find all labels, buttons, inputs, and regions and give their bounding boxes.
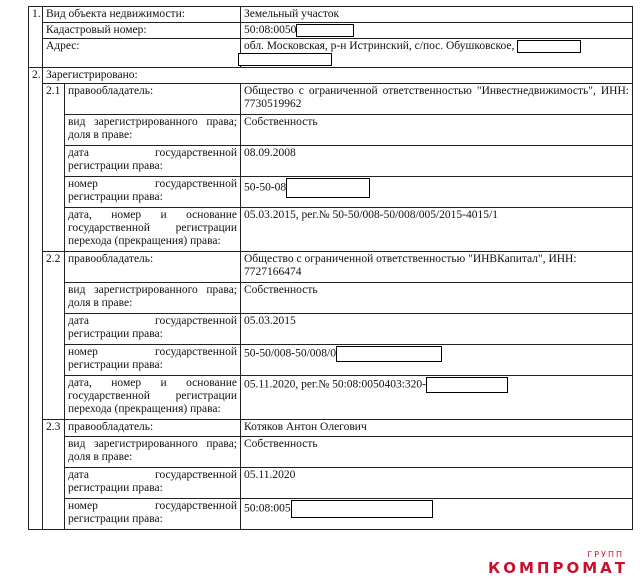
row-holder-2-3 xyxy=(29,420,633,437)
holder-value: Котяков Антон Олегович xyxy=(241,420,633,437)
redaction-box xyxy=(291,500,433,518)
holder-label: правообладатель: xyxy=(65,420,241,437)
holder-2-2-number: 2.2 xyxy=(43,252,65,420)
holder-value: Общество с ограниченной ответственностью "Инвестнедвижимость", ИНН: 7730519962 xyxy=(241,84,633,115)
right-type-value: Собственность xyxy=(241,283,633,314)
cadastral-value-text: 50:08:0050 xyxy=(244,24,297,37)
redaction-box xyxy=(286,178,370,198)
watermark-top: ГРУПП xyxy=(587,550,624,559)
address-label: Адрес: xyxy=(43,39,241,68)
transfer-value: 05.03.2015, рег.№ 50-50/008-50/008/005/2015-4015/1 xyxy=(241,208,633,252)
row-reg-date xyxy=(29,146,633,177)
reg-date-value: 05.03.2015 xyxy=(241,314,633,345)
holder-label: правообладатель: xyxy=(65,252,241,283)
reg-num-label: номер государственной регистрации права: xyxy=(65,177,241,208)
reg-date-value: 08.09.2008 xyxy=(241,146,633,177)
reg-num-value-text: 50:08:005 xyxy=(244,503,291,516)
address-value-text: обл. Московская, р-н Истринский, с/пос. Обушковское, xyxy=(244,40,515,53)
right-type-value: Собственность xyxy=(241,437,633,468)
right-type-value: Собственность xyxy=(241,115,633,146)
row-object-type xyxy=(29,7,633,23)
registered-title: Зарегистрировано: xyxy=(43,68,633,84)
right-type-label: вид зарегистрированного права; доля в праве: xyxy=(65,283,241,314)
redaction-box xyxy=(238,53,332,66)
reg-date-value: 05.11.2020 xyxy=(241,468,633,499)
holder-label: правообладатель: xyxy=(65,84,241,115)
row-cadastral xyxy=(29,23,633,39)
object-type-value: Земельный участок xyxy=(241,7,633,23)
watermark xyxy=(488,550,628,577)
holder-2-1-number: 2.1 xyxy=(43,84,65,252)
section-1-number: 1. xyxy=(29,7,43,68)
redaction-box xyxy=(336,346,442,362)
reg-num-value-text: 50-50/008-50/008/0 xyxy=(244,348,336,361)
reg-num-value xyxy=(241,499,633,530)
reg-num-label: номер государственной регистрации права: xyxy=(65,345,241,376)
cadastral-label: Кадастровый номер: xyxy=(43,23,241,39)
transfer-value xyxy=(241,376,633,420)
row-reg-num xyxy=(29,499,633,530)
reg-num-value-text: 50-50-08 xyxy=(244,182,287,195)
right-type-label: вид зарегистрированного права; доля в праве: xyxy=(65,437,241,468)
reg-date-label: дата государственной регистрации права: xyxy=(65,146,241,177)
row-holder-2-2 xyxy=(29,252,633,283)
reg-date-label: дата государственной регистрации права: xyxy=(65,468,241,499)
row-right-type xyxy=(29,283,633,314)
row-transfer xyxy=(29,208,633,252)
transfer-label: дата, номер и основание государственной регистрации перехода (прекращения) права: xyxy=(65,376,241,420)
row-transfer xyxy=(29,376,633,420)
row-reg-date xyxy=(29,314,633,345)
row-reg-num xyxy=(29,177,633,208)
transfer-value-text: 05.11.2020, рег.№ 50:08:0050403:320- xyxy=(244,379,426,392)
holder-2-3-number: 2.3 xyxy=(43,420,65,530)
cadastral-value xyxy=(241,23,633,39)
object-type-label: Вид объекта недвижимости: xyxy=(43,7,241,23)
row-right-type xyxy=(29,437,633,468)
address-value xyxy=(241,39,633,68)
watermark-main: КОМПРОМАТ xyxy=(487,559,628,577)
row-reg-num xyxy=(29,345,633,376)
registry-table xyxy=(28,6,633,530)
row-holder-2-1 xyxy=(29,84,633,115)
holder-value: Общество с ограниченной ответственностью "ИНВКапитал", ИНН: 7727166474 xyxy=(241,252,633,283)
reg-num-value xyxy=(241,345,633,376)
right-type-label: вид зарегистрированного права; доля в праве: xyxy=(65,115,241,146)
reg-num-label: номер государственной регистрации права: xyxy=(65,499,241,530)
transfer-label: дата, номер и основание государственной регистрации перехода (прекращения) права: xyxy=(65,208,241,252)
row-right-type xyxy=(29,115,633,146)
section-2-number: 2. xyxy=(29,68,43,530)
reg-date-label: дата государственной регистрации права: xyxy=(65,314,241,345)
row-address xyxy=(29,39,633,68)
row-registered xyxy=(29,68,633,84)
redaction-box xyxy=(296,24,354,37)
redaction-box xyxy=(426,377,508,393)
redaction-box xyxy=(517,40,581,53)
row-reg-date xyxy=(29,468,633,499)
reg-num-value xyxy=(241,177,633,208)
